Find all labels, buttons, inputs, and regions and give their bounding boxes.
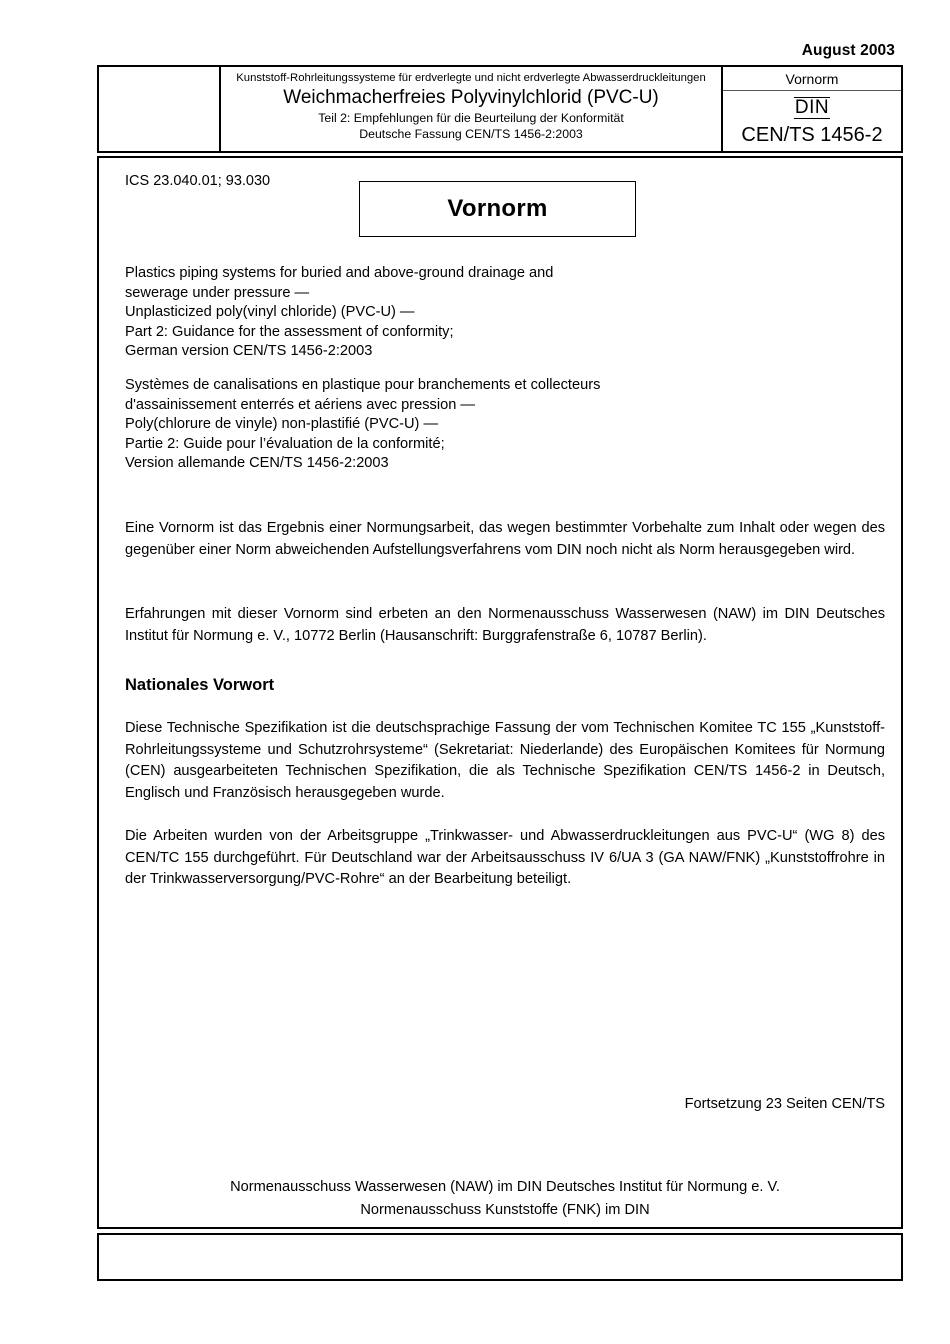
title-french: [125, 376, 600, 474]
section-heading-national-foreword: Nationales Vorwort: [125, 676, 275, 694]
standard-number: CEN/TS 1456-2: [741, 124, 883, 147]
header-part-line: Teil 2: Empfehlungen für die Beurteilung der Konformität: [318, 111, 624, 125]
paragraph-working-group: Die Arbeiten wurden von der Arbeitsgruppe „Trinkwasser- und Abwasserdruckleitungen aus PVC-U“ (WG 8) des CEN/TC 155 durchgeführt. Für Deutschland war der Arbeitsausschuss IV 6/UA 3 (GA NAW/FNK) „Kunststoffrohre in der Trinkwasserversorgung/PVC-Rohre“ an der Bearbeitung beteiligt.: [125, 828, 885, 887]
footer-committees: [125, 1176, 885, 1222]
footer-line: Normenausschuss Kunststoffe (FNK) im DIN: [360, 1202, 650, 1218]
din-logo: DIN: [794, 96, 830, 118]
title-fr-line: Systèmes de canalisations en plastique pour branchements et collecteurs: [125, 377, 601, 393]
header-version-line: Deutsche Fassung CEN/TS 1456-2:2003: [359, 127, 583, 141]
header-main-title: Weichmacherfreies Polyvinylchlorid (PVC-U): [283, 87, 659, 108]
header-doc-type: Vornorm: [723, 67, 901, 91]
publication-date: August 2003: [801, 42, 895, 59]
title-fr-line: Version allemande CEN/TS 1456-2:2003: [125, 455, 389, 472]
header-scope-line: Kunststoff-Rohrleitungssysteme für erdverlegte und nicht erdverlegte Abwasserdruckleitungen: [236, 72, 706, 84]
header-logo-cell: [99, 67, 221, 151]
title-en-line: Plastics piping systems for buried and above-ground drainage and: [125, 265, 554, 281]
bottom-empty-frame: [97, 1233, 903, 1281]
title-fr-line: Poly(chlorure de vinyle) non-plastifié (PVC-U) —: [125, 416, 439, 433]
header-standard-body: [723, 91, 901, 151]
header-title-cell: [221, 67, 723, 151]
continuation-note: Fortsetzung 23 Seiten CEN/TS: [684, 1096, 885, 1112]
title-en-line: German version CEN/TS 1456-2:2003: [125, 343, 373, 360]
paragraph-vornorm-definition: Eine Vornorm ist das Ergebnis einer Normungsarbeit, das wegen bestimmter Vorbehalte zum Inhalt oder wegen des gegenüber einer Norm abweichenden Aufstellungsverfahrens vom DIN noch nicht als Norm herausgegeben wird.: [125, 520, 885, 558]
ics-code: ICS 23.040.01; 93.030: [125, 173, 271, 189]
title-en-line: Part 2: Guidance for the assessment of conformity;: [125, 323, 454, 340]
title-en-line: Unplasticized poly(vinyl chloride) (PVC-U) —: [125, 304, 415, 321]
title-en-line: sewerage under pressure —: [125, 284, 310, 301]
title-fr-line: Partie 2: Guide pour l’évaluation de la conformité;: [125, 435, 445, 452]
title-english: [125, 264, 553, 362]
footer-line: Normenausschuss Wasserwesen (NAW) im DIN Deutsches Institut für Normung e. V.: [230, 1179, 780, 1195]
paragraph-technical-specification: Diese Technische Spezifikation ist die deutschsprachige Fassung der vom Technischen Komitee TC 155 „Kunststoff-Rohrleitungssysteme und Schutzrohrsysteme“ (Sekretariat: Niederlande) des Europäischen Komitees für Normung (CEN) ausgearbeiteten Technischen Spezifikation, die als Technische Spezifikation CEN/TS 1456-2 in Deutsch, Englisch und Französisch herausgegeben wurde.: [125, 720, 885, 801]
paragraph-feedback-address: Erfahrungen mit dieser Vornorm sind erbeten an den Normenausschuss Wasserwesen (NAW) im DIN Deutsches Institut für Normung e. V., 10772 Berlin (Hausanschrift: Burggrafenstraße 6, 10787 Berlin).: [125, 606, 885, 644]
header-standard-cell: [723, 67, 901, 151]
header-table: [97, 65, 903, 153]
vornorm-stamp-box: [359, 181, 636, 237]
title-fr-line: d'assainissement enterrés et aériens avec pression —: [125, 396, 475, 413]
vornorm-stamp-label: Vornorm: [447, 195, 548, 222]
